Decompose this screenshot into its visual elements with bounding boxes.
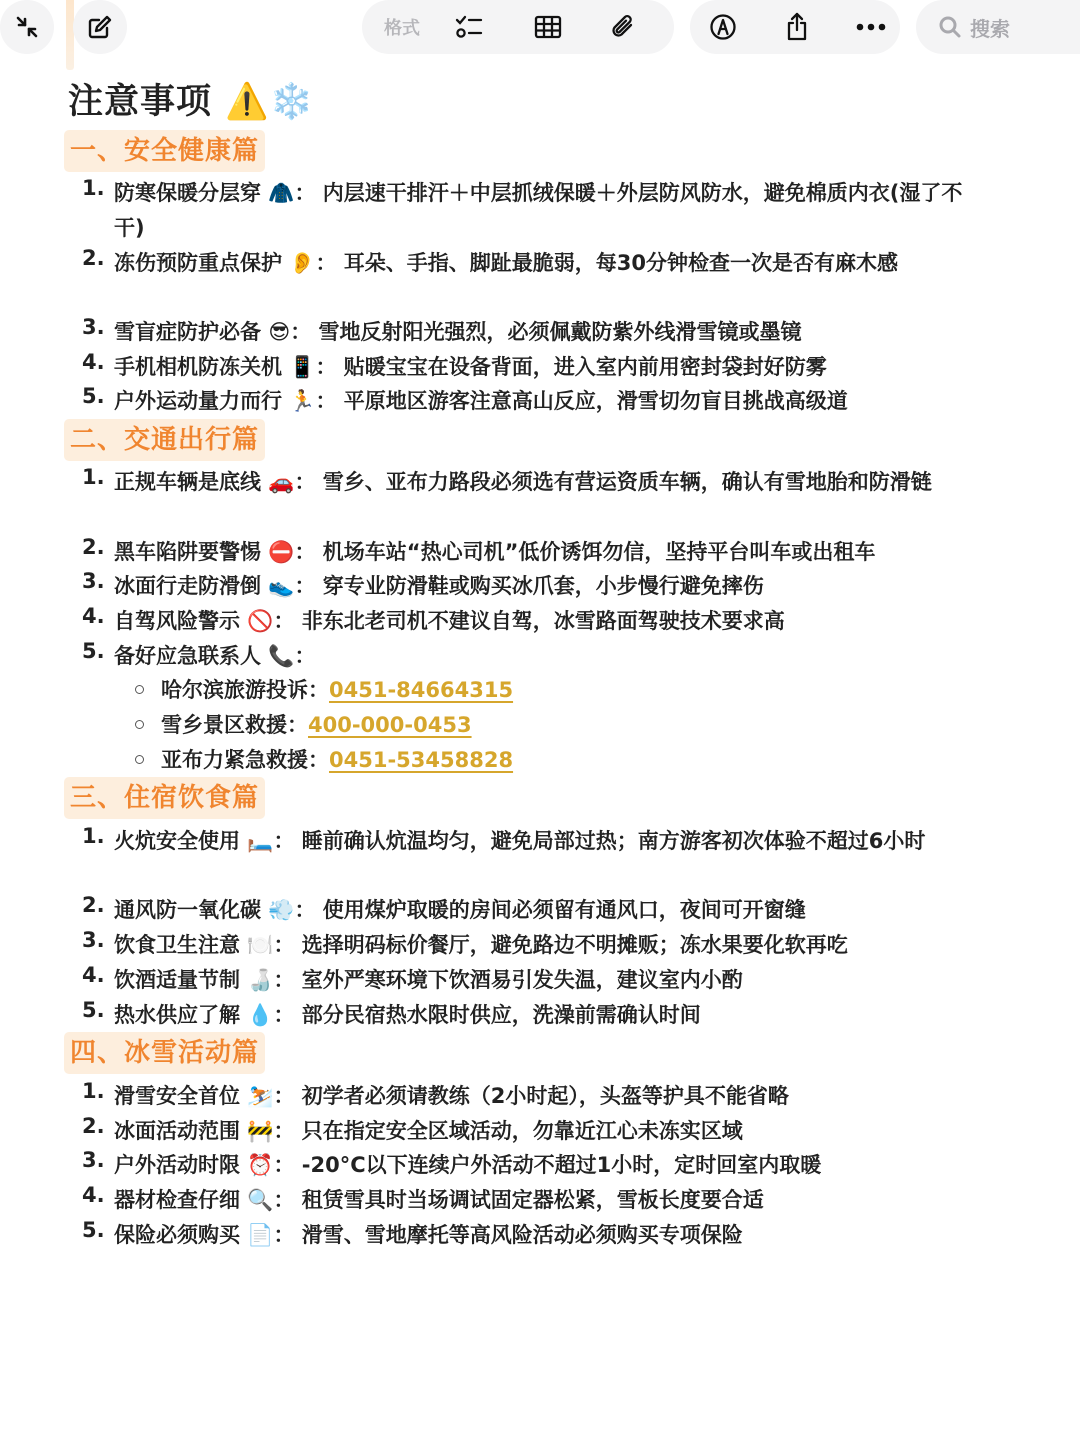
item-number: 2. <box>82 1114 105 1138</box>
construction-emoji-icon: 🚧 <box>247 1119 274 1143</box>
item-number: 4. <box>82 963 105 987</box>
table-button[interactable] <box>521 0 575 54</box>
coat-emoji-icon: 🧥 <box>268 181 295 205</box>
item-text: 火炕安全使用 🛏️： 睡前确认炕温均匀，避免局部过热；南方游客初次体验不超过6小时 <box>114 829 926 853</box>
section-heading-safety: 一、安全健康篇 <box>64 130 265 172</box>
item-text: 自驾风险警示 🚫： 非东北老司机不建议自驾，冰雪路面驾驶技术要求高 <box>114 609 785 633</box>
item-number: 5. <box>82 1218 105 1242</box>
item-number: 5. <box>82 384 105 408</box>
phone-link[interactable]: 0451-53458828 <box>329 748 514 772</box>
section-heading-ice-snow: 四、冰雪活动篇 <box>64 1032 265 1074</box>
item-text: 热水供应了解 💧： 部分民宿热水限时供应，洗澡前需确认时间 <box>114 1003 701 1027</box>
skier-emoji-icon: ⛷️ <box>247 1084 274 1108</box>
note-title: 注意事项 ⚠️❄️ <box>68 82 315 122</box>
no-entry-emoji-icon: ⛔ <box>268 540 295 564</box>
item-number: 3. <box>82 928 105 952</box>
phone-emoji-icon: 📱 <box>289 355 316 379</box>
item-text: 饮食卫生注意 🍽️： 选择明码标价餐厅，避免路边不明摊贩；冻水果要化软再吃 <box>114 933 848 957</box>
format-toolbar-group <box>362 0 674 54</box>
section-heading-lodging: 三、住宿饮食篇 <box>64 777 265 819</box>
markup-pen-icon <box>709 13 737 41</box>
item-text: 黑车陷阱要警惕 ⛔： 机场车站“热心司机”低价诱饵勿信，坚持平台叫车或出租车 <box>114 540 876 564</box>
item-number: 2. <box>82 893 105 917</box>
item-text: 饮酒适量节制 🍶： 室外严寒环境下饮酒易引发失温，建议室内小酌 <box>114 968 743 992</box>
item-number: 3. <box>82 569 105 593</box>
checklist-icon <box>454 14 484 40</box>
shoe-emoji-icon: 👟 <box>268 574 295 598</box>
share-toolbar-group <box>690 0 900 54</box>
checklist-button[interactable] <box>442 0 496 54</box>
document-emoji-icon: 📄 <box>247 1223 274 1247</box>
sunglasses-emoji-icon: 😎 <box>268 320 291 344</box>
car-emoji-icon: 🚗 <box>268 470 295 494</box>
item-text: 保险必须购买 📄： 滑雪、雪地摩托等高风险活动必须购买专项保险 <box>114 1223 743 1247</box>
plate-emoji-icon: 🍽️ <box>247 933 274 957</box>
item-text: 冰面活动范围 🚧： 只在指定安全区域活动，勿靠近江心未冻实区域 <box>114 1119 743 1143</box>
runner-emoji-icon: 🏃 <box>289 389 316 413</box>
item-number: 1. <box>82 1079 105 1103</box>
markup-button[interactable] <box>696 0 750 54</box>
item-text: 冰面行走防滑倒 👟： 穿专业防滑鞋或购买冰爪套，小步慢行避免摔伤 <box>114 574 764 598</box>
hollow-bullet-icon <box>135 685 144 694</box>
paperclip-icon <box>610 13 636 41</box>
telephone-emoji-icon: 📞 <box>268 644 295 668</box>
phone-link[interactable]: 400-000-0453 <box>308 713 472 737</box>
table-icon <box>534 15 562 39</box>
more-dots-icon <box>856 23 886 31</box>
item-number: 2. <box>82 246 105 270</box>
search-placeholder: 搜索 <box>970 16 1010 41</box>
item-text: 雪盲症防护必备 😎： 雪地反射阳光强烈，必须佩戴防紫外线滑雪镜或墨镜 <box>114 320 802 344</box>
item-text: 正规车辆是底线 🚗： 雪乡、亚布力路段必须选有营运资质车辆，确认有雪地胎和防滑链 <box>114 470 932 494</box>
page-accent-bar <box>66 0 74 70</box>
item-number: 1. <box>82 176 105 200</box>
bed-emoji-icon: 🛏️ <box>247 829 274 853</box>
item-number: 4. <box>82 604 105 628</box>
item-text: 器材检查仔细 🔍： 租赁雪具时当场调试固定器松紧，雪板长度要合适 <box>114 1188 764 1212</box>
share-button[interactable] <box>770 0 824 54</box>
item-number: 4. <box>82 350 105 374</box>
collapse-arrows-icon <box>14 14 40 40</box>
search-field[interactable] <box>916 0 1080 54</box>
item-text: 滑雪安全首位 ⛷️： 初学者必须请教练（2小时起），头盔等护具不能省略 <box>114 1084 789 1108</box>
hollow-bullet-icon <box>135 755 144 764</box>
item-number: 5. <box>82 639 105 663</box>
contact-text: 哈尔滨旅游投诉：0451-84664315 <box>161 678 514 702</box>
item-text: 通风防一氧化碳 💨： 使用煤炉取暖的房间必须留有通风口，夜间可开窗缝 <box>114 898 806 922</box>
item-number: 4. <box>82 1183 105 1207</box>
hollow-bullet-icon <box>135 720 144 729</box>
compose-icon <box>87 14 113 40</box>
item-number: 1. <box>82 824 105 848</box>
ear-emoji-icon: 👂 <box>289 251 316 275</box>
note-toolbar <box>0 0 1080 58</box>
sake-emoji-icon: 🍶 <box>247 968 274 992</box>
item-number: 1. <box>82 465 105 489</box>
contact-text: 雪乡景区救援：400-000-0453 <box>161 713 472 737</box>
share-icon <box>784 12 810 42</box>
item-text: 户外活动时限 ⏰： -20°C以下连续户外活动不超过1小时，定时回室内取暖 <box>114 1153 822 1177</box>
item-text: 手机相机防冻关机 📱： 贴暖宝宝在设备背面，进入室内前用密封袋封好防雾 <box>114 355 827 379</box>
item-text: 冻伤预防重点保护 👂： 耳朵、手指、脚趾最脆弱，每30分钟检查一次是否有麻木感 <box>114 251 899 275</box>
attach-button[interactable] <box>596 0 650 54</box>
magnifier-emoji-icon: 🔍 <box>247 1188 274 1212</box>
item-text: 防寒保暖分层穿 🧥： 内层速干排汗＋中层抓绒保暖＋外层防风防水，避免棉质内衣(湿了不干) <box>114 181 963 240</box>
item-number: 3. <box>82 1148 105 1172</box>
more-button[interactable] <box>844 0 898 54</box>
search-icon <box>938 15 962 39</box>
contact-text: 亚布力紧急救援：0451-53458828 <box>161 748 514 772</box>
alarm-clock-emoji-icon: ⏰ <box>247 1153 274 1177</box>
item-number: 3. <box>82 315 105 339</box>
item-text: 备好应急联系人 📞： <box>114 644 316 668</box>
item-number: 5. <box>82 998 105 1022</box>
item-text: 户外运动量力而行 🏃： 平原地区游客注意高山反应，滑雪切勿盲目挑战高级道 <box>114 389 848 413</box>
item-number: 2. <box>82 535 105 559</box>
format-button[interactable]: 格式 <box>384 18 420 39</box>
prohibited-emoji-icon: 🚫 <box>247 609 274 633</box>
compose-button[interactable] <box>73 0 127 54</box>
section-heading-transport: 二、交通出行篇 <box>64 419 265 461</box>
droplet-emoji-icon: 💧 <box>247 1003 274 1027</box>
wind-emoji-icon: 💨 <box>268 898 295 922</box>
collapse-button[interactable] <box>0 0 54 54</box>
phone-link[interactable]: 0451-84664315 <box>329 678 514 702</box>
